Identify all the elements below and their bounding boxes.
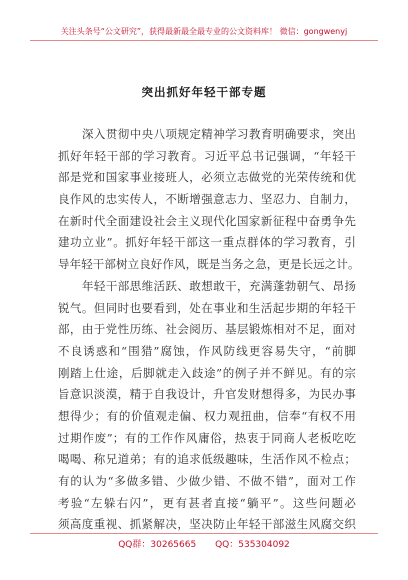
body-line: 良作风的忠实传人，不断增强意志力、坚忍力、自制力， [58, 192, 356, 207]
body-line: 年轻干部思维活跃、敢想敢干，充满蓬勃朝气、昂扬 [82, 278, 356, 293]
body-line: 锐气。但同时也要看到，处在事业和生活起步期的年轻干 [58, 300, 356, 315]
body-line: 深入贯彻中央八项规定精神学习教育明确要求，突出 [82, 127, 356, 141]
body-line: 部，由于党性历练、社会阅历、基层锻炼相对不足，面对 [58, 322, 356, 337]
body-line: 抓好年轻干部的学习教育。习近平总书记强调，“年轻干 [58, 148, 356, 163]
body-line: 不良诱惑和“围猎”腐蚀，作风防线更容易失守，“前脚 [58, 343, 356, 358]
page-header-note: 关注头条号“公文研究”，获得最新最全最专业的公文资料库！ 微信：gongwenyj [30, 26, 378, 41]
footer-qq-group: QQ群：30265665 [118, 540, 197, 550]
body-line: 考验“左躲右闪”，更有甚者直接“躺平”。这些问题必 [58, 495, 356, 510]
body-line: 部是党和国家事业接班人，必须立志做党的光荣传统和优 [58, 170, 356, 185]
body-line: 想得少；有的价值观走偏、权力观扭曲，信奉“有权不用 [58, 408, 356, 423]
page-footer [30, 533, 378, 550]
body-line: 建功立业”。抓好年轻干部这一重点群体的学习教育，引 [58, 235, 356, 250]
document-body [58, 124, 360, 536]
body-line: 过期作废”；有的工作作风庸俗，热衷于同商人老板吃吃 [58, 430, 356, 445]
body-line: 刚踏上仕途，后脚就走入歧途”的例子并不鲜见。有的宗 [58, 365, 356, 380]
footer-qq-number: QQ：535304092 [215, 540, 290, 550]
body-line: 在新时代全面建设社会主义现代化国家新征程中奋勇争先 [58, 213, 356, 228]
body-line: 导年轻干部树立良好作风，既是当务之急，更是长远之计。 [58, 257, 360, 272]
body-line: 有的认为“多做多错、少做少错、不做不错”，面对工作 [58, 474, 356, 488]
body-line: 旨意识淡漠，精于自我设计，升官发财想得多，为民办事 [58, 387, 356, 402]
document-title: 突出抓好年轻干部专题 [141, 85, 267, 99]
body-line: 须高度重视、抓紧解决，坚决防止年轻干部滋生风腐交织 [58, 517, 356, 532]
body-line: 喝喝、称兄道弟；有的追求低级趣味，生活作风不检点； [58, 452, 356, 467]
